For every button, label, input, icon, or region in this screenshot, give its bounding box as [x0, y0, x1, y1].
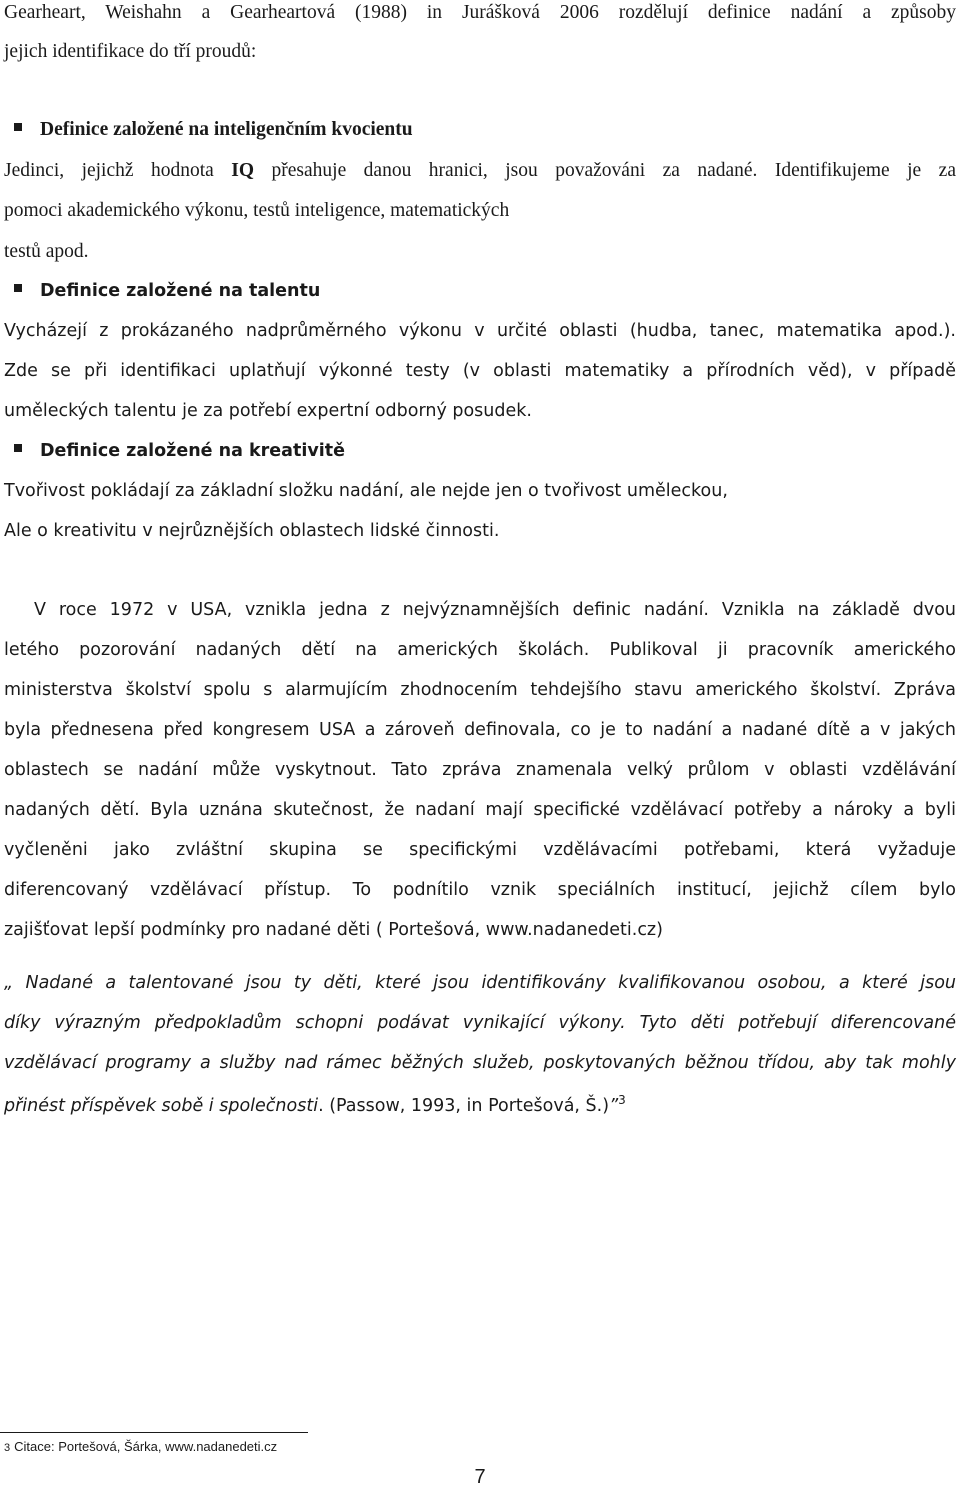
- bullet-square-icon: [14, 123, 22, 131]
- page-number: 7: [474, 1466, 486, 1488]
- talent-line-1: Vycházejí z prokázaného nadprůměrného výkonu v určité oblasti (hudba, tanec, matematika apod.).: [4, 321, 956, 341]
- heading-creativity: Definice založené na kreativitě: [40, 441, 345, 461]
- footnote-number: 3: [4, 1442, 11, 1454]
- quote-line-1: „ Nadané a talentované jsou ty děti, které jsou identifikovány kvalifikovanou osobou, a které jsou: [4, 973, 956, 993]
- usa-line-5: oblastech se nadání může vyskytnout. Tato zpráva znamenala velký průlom v oblasti vzdělávání: [4, 760, 956, 780]
- footnote-divider: [0, 1432, 308, 1433]
- bullet-talent: [14, 281, 320, 301]
- talent-line-3: uměleckých talentu je za potřebí expertní odborný posudek.: [4, 401, 532, 421]
- quote-line-2: díky výrazným předpokladům schopni podávat vynikající výkony. Tyto děti potřebují diferencované: [4, 1013, 956, 1033]
- iq-text-a: Jedinci, jejichž hodnota: [4, 160, 232, 181]
- bullet-creativity: [14, 441, 345, 461]
- footnote-text: Citace: Portešová, Šárka, www.nadanedeti.cz: [14, 1439, 278, 1454]
- quote-closing-mark: ”: [609, 1095, 619, 1116]
- usa-line-6: nadaných dětí. Byla uznána skutečnost, že nadaní mají specifické vzdělávací potřeby a nároky a byli: [4, 800, 956, 820]
- usa-line-3: ministerstva školství spolu s alarmujícím zhodnocením tehdejšího stavu amerického školství. Zpráva: [4, 680, 956, 700]
- creativity-line-1: Tvořivost pokládají za základní složku nadání, ale nejde jen o tvořivost uměleckou,: [4, 481, 728, 501]
- usa-line-9: zajišťovat lepší podmínky pro nadané děti ( Portešová, www.nadanedeti.cz): [4, 920, 663, 940]
- usa-line-2: letého pozorování nadaných dětí na amerických školách. Publikoval ji pracovník amerického: [4, 640, 956, 660]
- quote-line-3: vzdělávací programy a služby nad rámec běžných služeb, poskytovaných běžnou třídou, aby tak mohly: [4, 1053, 956, 1073]
- bullet-iq: [14, 119, 413, 141]
- iq-line-1: [4, 160, 956, 182]
- iq-abbrev: IQ: [231, 160, 255, 181]
- usa-line-7: vyčleněni jako zvláštní skupina se specifickými vzdělávacími potřebami, která vyžaduje: [4, 840, 956, 860]
- talent-line-2: Zde se při identifikaci uplatňují výkonné testy (v oblasti matematiky a přírodních věd), v případě: [4, 361, 956, 381]
- creativity-line-2: Ale o kreativitu v nejrůznějších oblastech lidské činnosti.: [4, 521, 500, 541]
- usa-line-8: diferencovaný vzdělávací přístup. To podnítilo vznik speciálních institucí, jejichž cílem bylo: [4, 880, 956, 900]
- footnote-ref: 3: [618, 1093, 626, 1107]
- iq-text-b: přesahuje danou hranici, jsou považováni za nadané. Identifikujeme je za: [254, 160, 956, 181]
- intro-line-1: Gearheart, Weishahn a Gearheartová (1988) in Jurášková 2006 rozdělují definice nadání a způsoby: [4, 2, 956, 23]
- usa-line-4: byla přednesena před kongresem USA a zároveň definovala, co je to nadání a nadané dítě a v jakých: [4, 720, 956, 740]
- heading-talent: Definice založené na talentu: [40, 281, 321, 301]
- iq-line-3: testů apod.: [4, 241, 89, 262]
- bullet-square-icon: [14, 284, 22, 292]
- heading-iq: Definice založené na inteligenčním kvocientu: [40, 119, 413, 140]
- quote-citation: . (Passow, 1993, in Portešová, Š.): [318, 1095, 610, 1116]
- usa-line-1: V roce 1972 v USA, vznikla jedna z nejvýznamnějších definic nadání. Vznikla na základě dvou: [34, 600, 956, 620]
- footnote: [4, 1439, 277, 1454]
- iq-line-2: pomoci akademického výkonu, testů inteligence, matematických: [4, 200, 510, 221]
- bullet-square-icon: [14, 444, 22, 452]
- quote-italic-end: přinést příspěvek sobě i společnosti: [4, 1095, 319, 1116]
- quote-line-4: [4, 1093, 626, 1116]
- intro-line-2: jejich identifikace do tří proudů:: [4, 41, 257, 62]
